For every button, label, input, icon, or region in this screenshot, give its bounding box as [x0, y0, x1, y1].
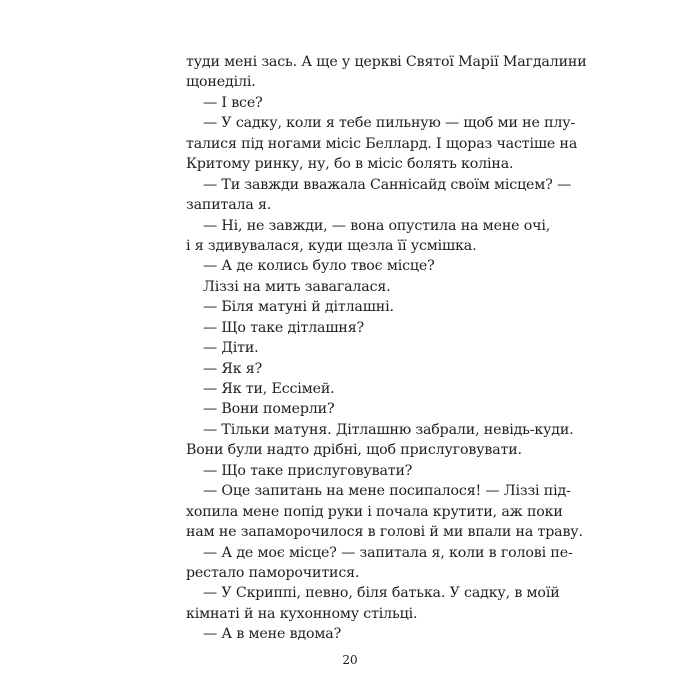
text-line: щонеділі.: [186, 74, 256, 91]
text-line: — Як ти, Ессімей.: [203, 381, 335, 397]
text-line: — Оце запитань на мене посипалося! — Ліззі під-: [203, 483, 571, 500]
text-line: — А де моє місце? — запитала я, коли в голові пе-: [203, 544, 573, 561]
text-line: — У Скриппі, певно, біля батька. У садку, в моїй: [203, 585, 560, 602]
text-line: — Ні, не завжди, — вона опустила на мене очі,: [203, 217, 551, 234]
page-body: [186, 52, 587, 645]
text-line: — І все?: [203, 94, 263, 111]
text-line: рестало паморочитися.: [186, 564, 360, 581]
page-number: 20: [342, 653, 358, 667]
text-line: кімнаті й на кухонному стільці.: [186, 605, 418, 622]
text-line: — Вони померли?: [203, 401, 335, 418]
text-line: і я здивувалася, куди щезла її усмішка.: [186, 237, 477, 254]
text-line: хопила мене попід руки і почала крутити, аж поки: [186, 503, 563, 520]
text-line: — Тільки матуня. Дітлашню забрали, невідь-куди.: [203, 421, 574, 438]
text-line: — У садку, коли я тебе пильную — щоб ми не плу-: [203, 115, 576, 132]
text-line: Вони були надто дрібні, щоб прислуговувати.: [186, 442, 522, 459]
text-line: талися під ногами місіс Беллард. І щораз частіше на: [186, 135, 578, 152]
text-line: — Ти завжди вважала Саннісайд своїм місцем? —: [203, 176, 572, 193]
text-line: туди мені зась. А ще у церкві Святої Марії Магдалини: [186, 54, 587, 70]
text-line: — Як я?: [203, 360, 263, 377]
text-line: — А в мене вдома?: [203, 626, 342, 643]
text-line: запитала я.: [186, 197, 272, 214]
text-line: нам не запаморочилося в голові й ми впали на траву.: [186, 524, 583, 541]
text-line: — Що таке дітлашня?: [203, 319, 364, 336]
text-line: Критому ринку, ну, бо в місіс болять коліна.: [186, 156, 514, 173]
text-line: — А де колись було твоє місце?: [203, 258, 435, 275]
text-line: — Що таке прислуговувати?: [203, 462, 413, 479]
text-line: — Біля матуні й дітлашні.: [203, 299, 394, 316]
text-line: Ліззі на мить завагалася.: [203, 278, 391, 295]
text-line: — Діти.: [203, 340, 259, 357]
